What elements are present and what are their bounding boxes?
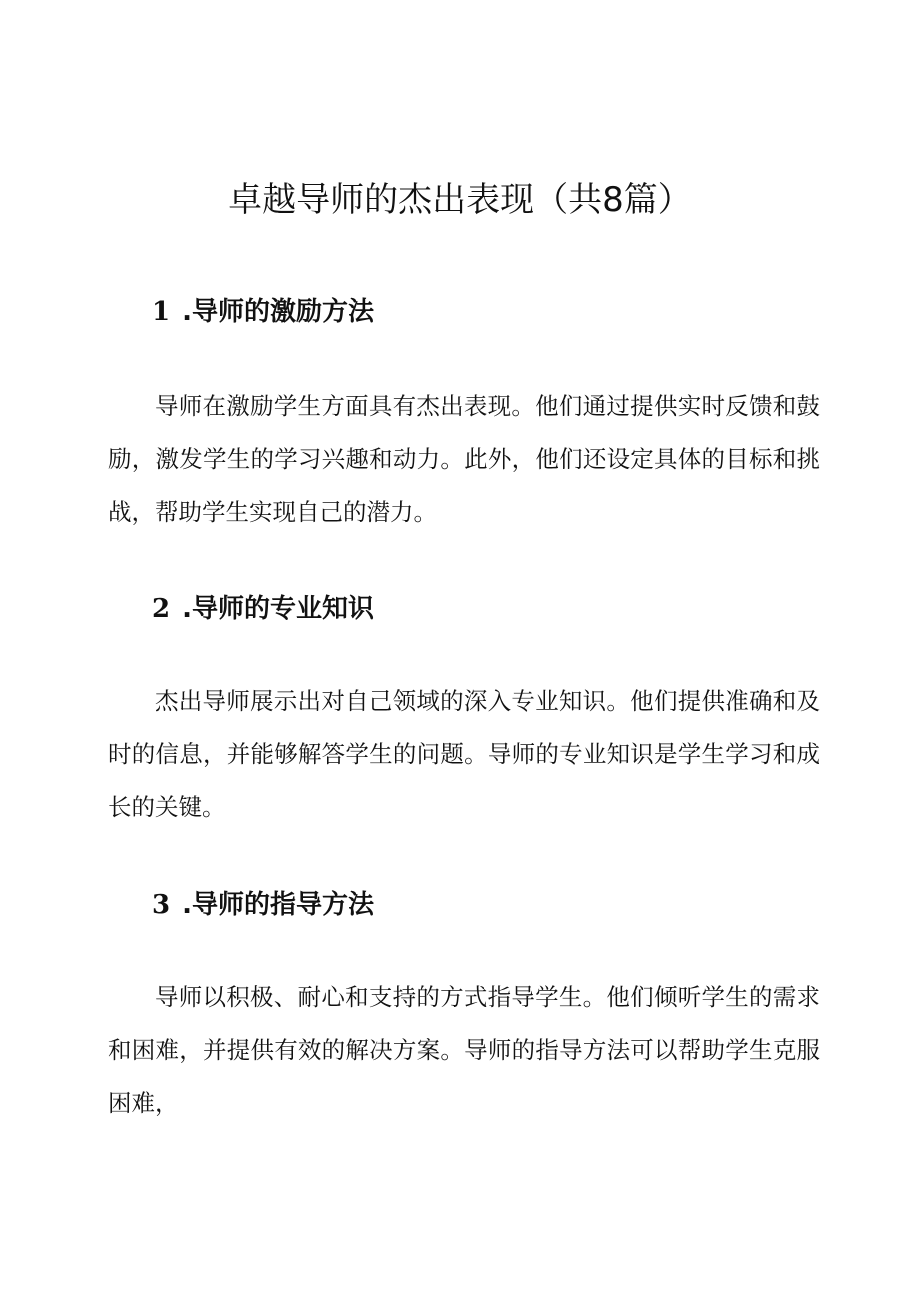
section-body-1: 导师在激励学生方面具有杰出表现。他们通过提供实时反馈和鼓励，激发学生的学习兴趣和动力。此外，他们还设定具体的目标和挑战，帮助学生实现自己的潜力。 bbox=[108, 392, 820, 526]
section-heading-3 bbox=[152, 887, 374, 923]
document-title: 卓越导师的杰出表现（共8篇） bbox=[228, 180, 692, 220]
section-number: 3 bbox=[152, 890, 171, 920]
section-title: .导师的专业知识 bbox=[182, 594, 374, 624]
section-number: 2 bbox=[152, 594, 171, 624]
section-body-2: 杰出导师展示出对自己领域的深入专业知识。他们提供准确和及时的信息，并能够解答学生的问题。导师的专业知识是学生学习和成长的关键。 bbox=[108, 687, 820, 821]
section-body-3: 导师以积极、耐心和支持的方式指导学生。他们倾听学生的需求和困难，并提供有效的解决方案。导师的指导方法可以帮助学生克服困难， bbox=[108, 983, 820, 1117]
section-title: .导师的指导方法 bbox=[182, 890, 374, 920]
section-heading-1 bbox=[152, 294, 374, 330]
section-heading-2 bbox=[152, 591, 374, 627]
section-number: 1 bbox=[152, 297, 171, 327]
section-title: .导师的激励方法 bbox=[182, 297, 374, 327]
